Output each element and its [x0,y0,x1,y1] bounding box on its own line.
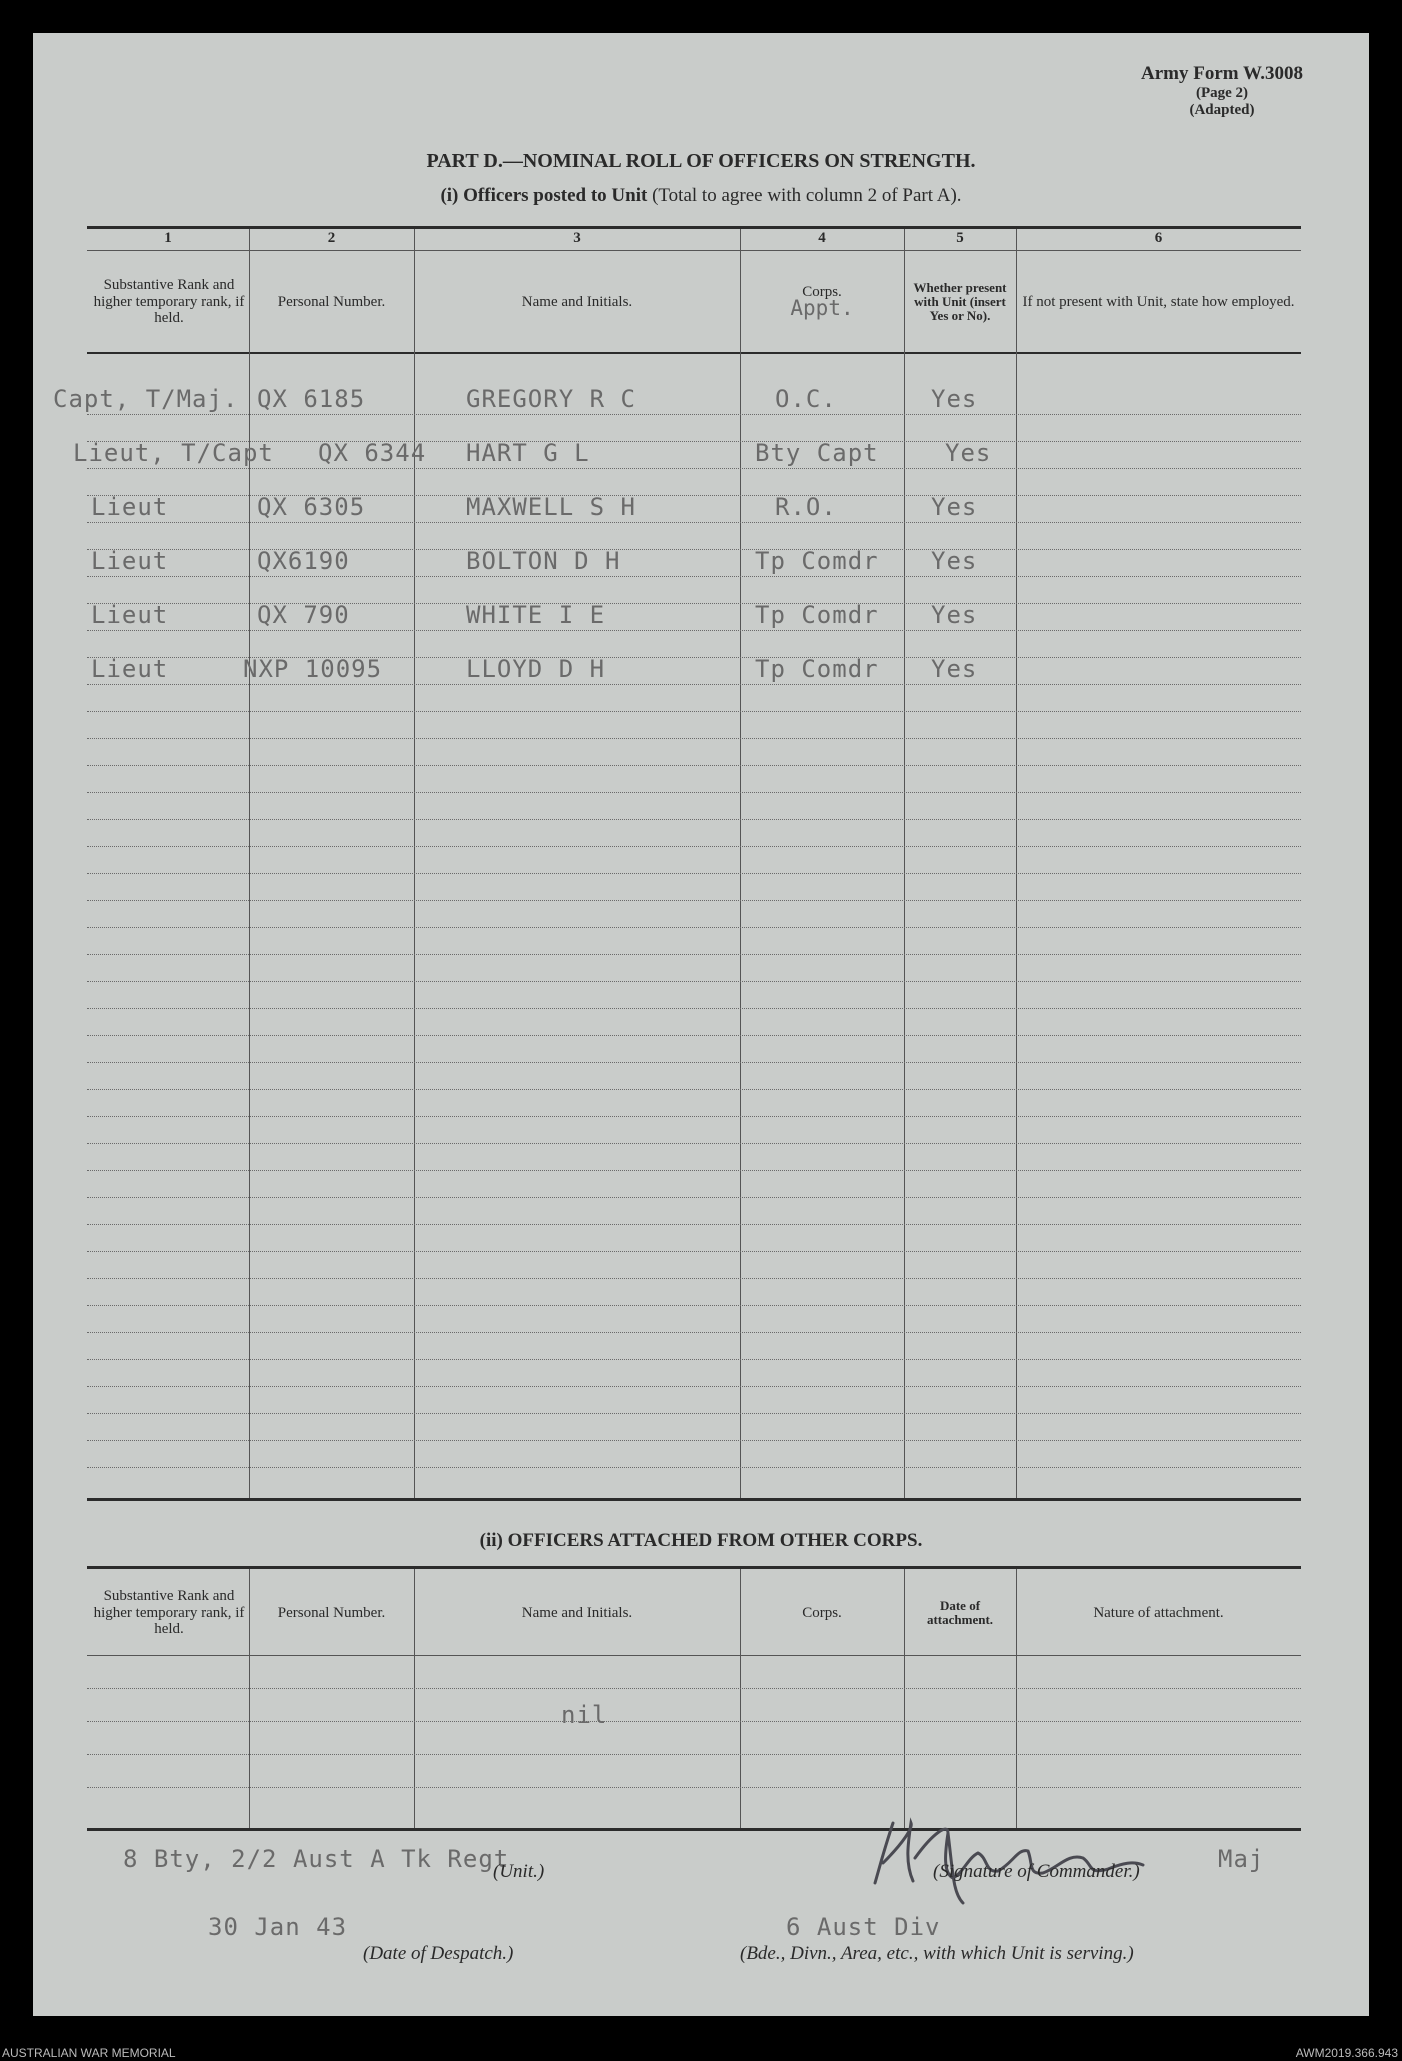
ruled-line [87,1143,1301,1144]
header-employment: If not present with Unit, state how employed. [1022,293,1295,310]
part-ii-ruled-line [87,1721,1301,1722]
unit-caption: (Unit.) [493,1861,545,1882]
ruled-line [87,1062,1301,1063]
col-divider [1016,1569,1017,1828]
ruled-line [87,1278,1301,1279]
part-ii-header-corps: Corps. [802,1604,842,1621]
col-divider [740,1569,741,1828]
part-ii-ruled-line [87,1688,1301,1689]
ruled-line [87,711,1301,712]
date-typed: 30 Jan 43 [208,1913,348,1941]
ruled-line [87,954,1301,955]
table-bottom-rule [87,1498,1301,1501]
header-name: Name and Initials. [521,293,633,310]
officer-row-present: Yes [931,385,978,413]
part-ii-title: (ii) OFFICERS ATTACHED FROM OTHER CORPS. [479,1530,923,1551]
col-number-6: 6 [1154,230,1163,246]
header-personal-number: Personal Number. [277,293,386,310]
officer-row-name: HART G L [466,439,590,467]
officer-row-number: QX 6344 [318,439,427,467]
part-ii-header-personal-number: Personal Number. [277,1604,386,1621]
part-ii-top-rule [87,1566,1301,1569]
ruled-line [87,900,1301,901]
footer-right: AWM2019.366.943 [1295,2046,1398,2060]
header-present: Whether present with Unit (insert Yes or No). [913,279,1007,324]
ruled-line [87,1440,1301,1441]
formation-caption: (Bde., Divn., Area, etc., with which Unit is serving.) [740,1943,1134,1964]
officer-row-appt: Bty Capt [755,439,879,467]
rank-typed: Maj [1218,1845,1265,1873]
part-ii-header-nature: Nature of attachment. [1093,1604,1224,1621]
ruled-line [87,1413,1301,1414]
col-number-2: 2 [327,230,336,246]
ruled-line [87,1359,1301,1360]
col-divider [414,1569,415,1828]
ruled-line [87,738,1301,739]
officer-row-number: QX6190 [257,547,350,575]
ruled-line [87,1008,1301,1009]
col-number-4: 4 [818,230,826,246]
officer-row-rank: Capt, T/Maj. [53,385,239,413]
ruled-line [87,1224,1301,1225]
form-name: Army Form W.3008 [1140,63,1303,84]
ruled-line [87,1332,1301,1333]
ruled-line [87,873,1301,874]
officer-row-rank: Lieut [91,655,169,683]
date-caption: (Date of Despatch.) [363,1943,514,1964]
officer-row-appt: Tp Comdr [755,655,879,683]
col-divider [1016,229,1017,1498]
part-ii-ruled-line [87,1754,1301,1755]
ruled-line [87,981,1301,982]
officer-row-appt: Tp Comdr [755,601,879,629]
signature-caption: (Signature of Commander.) [933,1861,1140,1882]
ruled-line [87,1035,1301,1036]
ruled-line [87,1386,1301,1387]
officer-row-rank: Lieut [91,601,169,629]
ruled-line [87,468,1301,469]
form-note: (Adapted) [1189,102,1255,119]
part-ii-header-rank: Substantive Rank and higher temporary rank, if held. [93,1588,245,1638]
ruled-line [87,1251,1301,1252]
col-divider [414,229,415,1498]
col-number-1: 1 [164,230,172,246]
ruled-line [87,1305,1301,1306]
officer-row-name: WHITE I E [466,601,606,629]
table-top-rule [87,226,1301,229]
header-corps-label: Corps. [802,284,842,301]
ruled-line [87,1467,1301,1468]
officer-row-present: Yes [931,493,978,521]
part-ii-header-rule [87,1655,1301,1656]
col-divider [904,1569,905,1828]
ruled-line [87,819,1301,820]
ruled-line [87,684,1301,685]
officer-row-name: MAXWELL S H [466,493,636,521]
officer-row-present: Yes [931,601,978,629]
part-ii-header-date: Date of attachment. [926,1597,994,1627]
col-divider [249,229,250,1498]
officer-row-rank: Lieut [91,493,169,521]
ruled-line [87,1170,1301,1171]
officer-row-present: Yes [931,547,978,575]
officer-row-rank: Lieut [91,547,169,575]
officer-row-number: NXP 10095 [243,655,383,683]
officer-row-number: QX 790 [257,601,350,629]
officer-row-appt: Tp Comdr [755,547,879,575]
header-bottom-rule [87,352,1301,354]
col-divider [904,229,905,1498]
ruled-line [87,1089,1301,1090]
form-page: (Page 2) [1195,84,1249,101]
part-ii-nil-entry: nil [561,1701,608,1729]
officer-row-appt: R.O. [775,493,837,521]
part-d-subtitle [33,185,1369,207]
form-reference [1141,63,1303,119]
col-divider [249,1569,250,1828]
ruled-line [87,792,1301,793]
col-divider [740,229,741,1498]
part-ii-ruled-line [87,1787,1301,1788]
header-appt-typed: Appt. [790,295,854,320]
officer-row-number: QX 6185 [257,385,366,413]
footer-left: AUSTRALIAN WAR MEMORIAL [2,2046,176,2060]
ruled-line [87,414,1301,415]
part-d-subtitle-rest: (Total to agree with column 2 of Part A). [652,185,962,206]
officer-row-name: GREGORY R C [466,385,636,413]
colnum-rule [87,250,1301,251]
part-ii-header-name: Name and Initials. [521,1604,633,1621]
part-d-title: PART D.—NOMINAL ROLL OF OFFICERS ON STRENGTH. [426,150,976,172]
ruled-line [87,630,1301,631]
col-number-5: 5 [956,230,964,246]
officer-row-appt: O.C. [775,385,837,413]
officer-row-present: Yes [931,655,978,683]
col-number-3: 3 [573,230,581,246]
ruled-line [87,1197,1301,1198]
ruled-line [87,846,1301,847]
ruled-line [87,765,1301,766]
ruled-line [87,522,1301,523]
formation-typed: 6 Aust Div [786,1913,941,1941]
unit-typed: 8 Bty, 2/2 Aust A Tk Regt [123,1845,510,1873]
header-corps [742,255,902,349]
ruled-line [87,576,1301,577]
part-d-subtitle-bold: (i) Officers posted to Unit [440,185,648,206]
header-rank: Substantive Rank and higher temporary rank, if held. [93,277,245,327]
officer-row-number: QX 6305 [257,493,366,521]
officer-row-rank: Lieut, T/Capt [73,439,274,467]
ruled-line [87,1116,1301,1117]
document-page [33,33,1369,2016]
officer-row-name: BOLTON D H [466,547,621,575]
officer-row-name: LLOYD D H [466,655,606,683]
officer-row-present: Yes [945,439,992,467]
ruled-line [87,927,1301,928]
commander-signature [853,1803,1213,1913]
